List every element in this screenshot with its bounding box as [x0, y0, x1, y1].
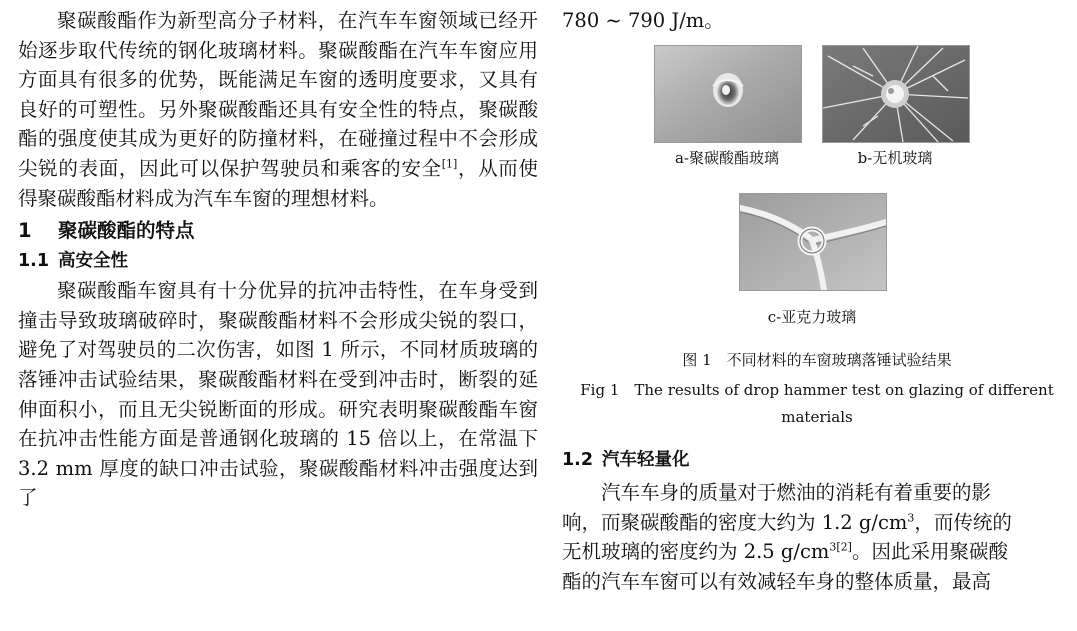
- acrylic-glass-impact-image: [740, 194, 886, 290]
- citation-ref[interactable]: [1]: [441, 157, 458, 171]
- section-heading-1: 1 聚碳酸酯的特点: [18, 219, 195, 243]
- lightweight-paragraph: [562, 478, 1072, 596]
- polycarbonate-impact-image: [655, 46, 801, 142]
- inorganic-glass-impact-image: [823, 46, 969, 142]
- lightweight-line: 无机玻璃的密度约为 2.5 $g/cm^{3[2]}$。因此采用聚碳酸: [562, 540, 1008, 564]
- lightweight-line: 酯的汽车车窗可以有效减轻车身的整体质量，最高: [562, 569, 992, 593]
- section-heading-1-2: 1.2 汽车轻量化: [562, 450, 690, 470]
- section-heading-1-1: 1.1 高安全性: [18, 251, 128, 272]
- figure-label-c: c-亚克力玻璃: [767, 308, 857, 326]
- right-column: [562, 0, 1072, 631]
- figure-caption-en-2: materials: [781, 408, 853, 426]
- citation-ref[interactable]: 3[2]: [829, 540, 852, 554]
- figure-caption-cn: 图 1 不同材料的车窗玻璃落锤试验结果: [682, 351, 952, 369]
- continuation-line: 780 ~ 790 J/m。: [562, 9, 724, 32]
- intro-paragraph: 聚碳酸酯作为新型高分子材料，在汽车车窗领域已经开始逐步取代传统的钢化玻璃材料。聚碳酸酯在汽车车窗应用方面具有很多的优势，既能满足车窗的透明度要求，又具有良好的可塑性。另外聚碳酸酯还具有安全性的特点，聚碳酸酯的强度使其成为更好的防撞材料，在碰撞过程中不会形成尖锐的表面，因此可以保护驾驶员和乘客的安全[1]，从而使得聚碳酸酯材料成为汽车车窗的理想材料。: [18, 9, 538, 210]
- lightweight-line: 汽车车身的质量对于燃油的消耗有着重要的影: [601, 481, 992, 504]
- figure-label-a: a-聚碳酸酯玻璃: [674, 149, 779, 167]
- figure-photo-b: [822, 45, 970, 143]
- figure-caption-en-1: Fig 1 The results of drop hammer test on glazing of different: [580, 381, 1054, 399]
- figure-label-b: b-无机玻璃: [857, 149, 933, 167]
- figure-photo-c: [739, 193, 887, 291]
- lightweight-line: 响，而聚碳酸酯的密度大约为 1.2 $g/cm^3$，而传统的: [562, 510, 1012, 534]
- left-column: [18, 0, 538, 513]
- figure-photo-a: [654, 45, 802, 143]
- safety-paragraph: 聚碳酸酯车窗具有十分优异的抗冲击特性，在车身受到撞击导致玻璃破碎时，聚碳酸酯材料不会形成尖锐的裂口，避免了对驾驶员的二次伤害，如图 1 所示，不同材质玻璃的落锤冲击试验结果，聚碳酸酯材料在受到冲击时，断裂的延伸面积小，而且无尖锐断面的形成。研究表明聚碳酸酯车窗在抗冲击性能方面是普通钢化玻璃的 15 倍以上，在常温下 3.2 mm 厚度的缺口冲击试验，聚碳酸酯材料冲击强度达到了: [18, 279, 538, 510]
